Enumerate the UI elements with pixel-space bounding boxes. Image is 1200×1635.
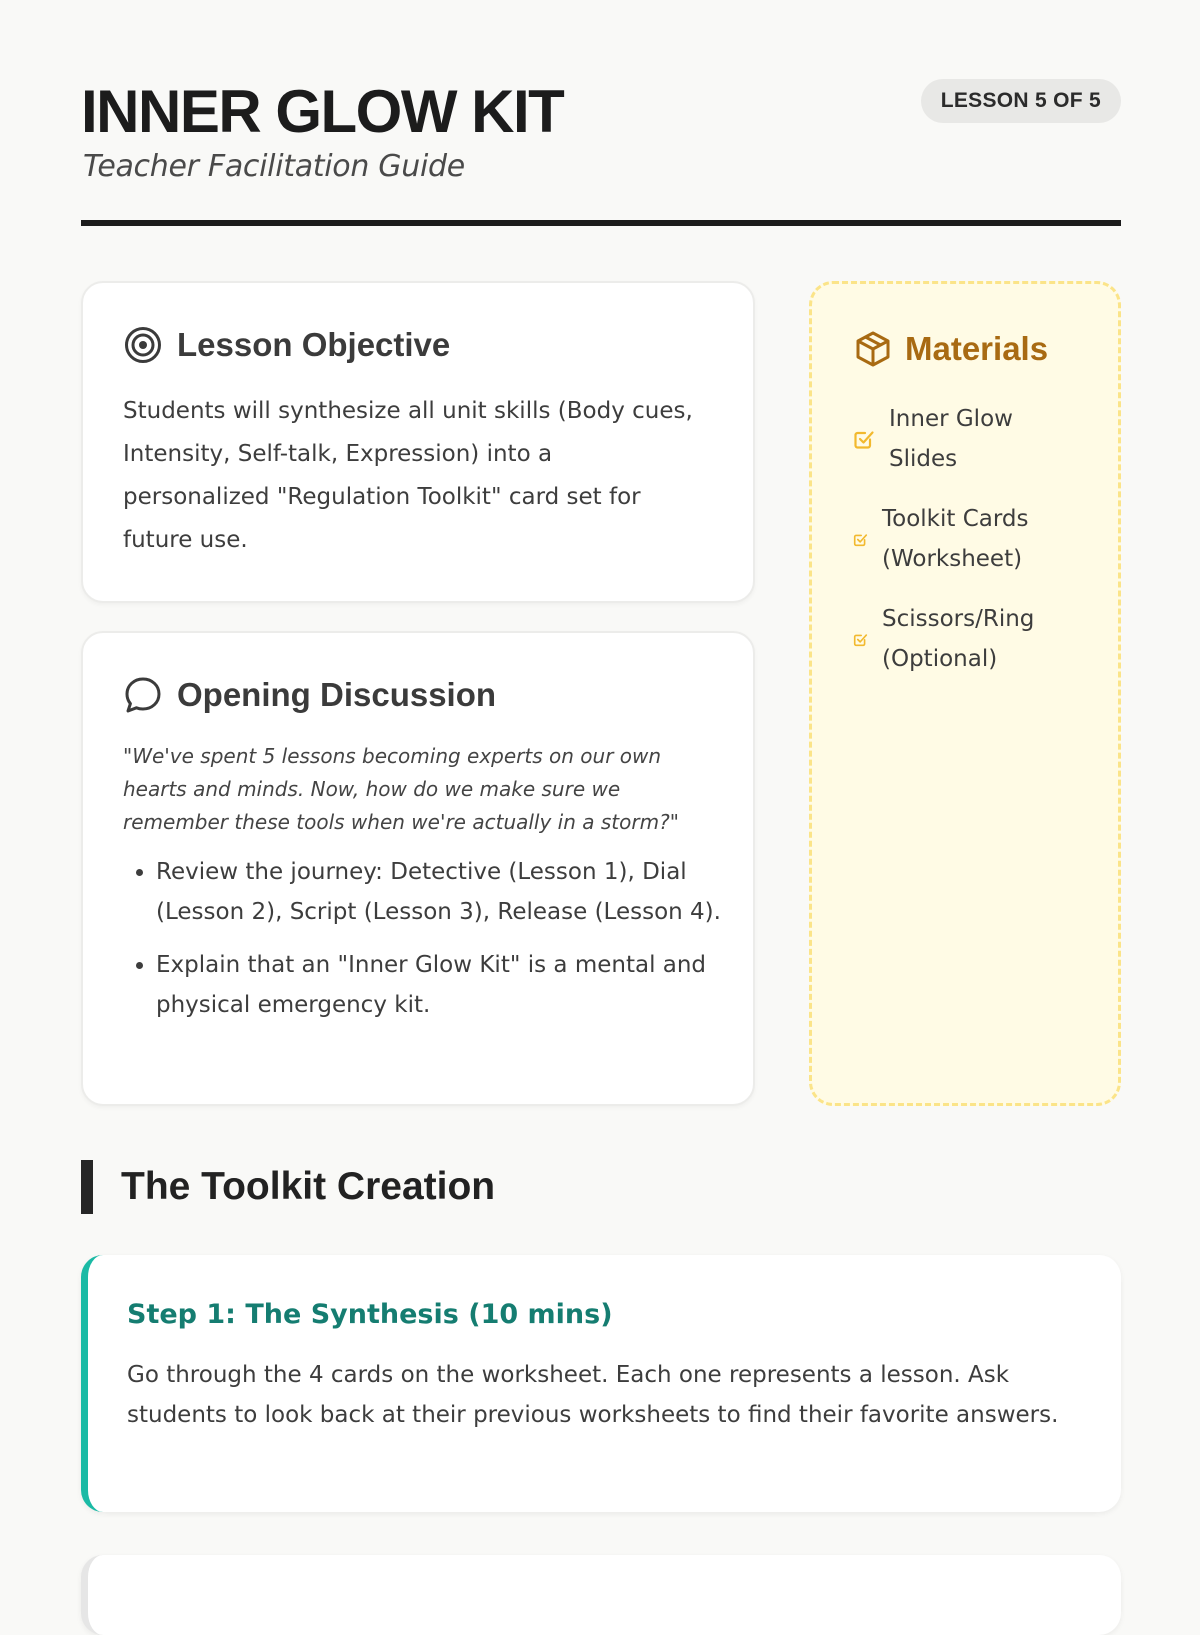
header-divider: [81, 220, 1121, 226]
step-text: Go through the 4 cards on the worksheet. Each one represents a lesson. Ask students to look back at their previous worksheets to find their favorite answers.: [127, 1362, 1059, 1428]
discussion-points: [123, 852, 756, 1038]
materials-list: [853, 399, 1063, 699]
material-label: Scissors/Ring (Optional): [882, 606, 1035, 672]
page: [81, 0, 1121, 1428]
checkbox-icon: [853, 532, 868, 547]
list-item: [853, 599, 1063, 679]
discussion-card: [81, 631, 755, 1106]
discussion-heading: Opening Discussion: [177, 676, 497, 713]
target-icon: [123, 325, 163, 365]
material-label: Toolkit Cards (Worksheet): [882, 506, 1029, 572]
discussion-header: [123, 675, 496, 715]
lesson-badge: LESSON 5 OF 5: [921, 79, 1121, 123]
section-title: The Toolkit Creation: [121, 1165, 496, 1208]
page-title: INNER GLOW KIT: [81, 78, 564, 145]
objective-header: [123, 325, 450, 365]
materials-heading: Materials: [905, 330, 1049, 367]
objective-text: Students will synthesize all unit skills (Body cues, Intensity, Self-talk, Expression) into a personalized "Regulation Toolkit" card set for future use.: [123, 398, 693, 553]
checkbox-icon: [853, 428, 875, 450]
list-item: [853, 399, 1053, 479]
package-icon: [853, 329, 893, 369]
section-heading: [81, 1160, 495, 1214]
page-subtitle: Teacher Facilitation Guide: [83, 149, 465, 184]
material-label: Inner Glow Slides: [889, 406, 1013, 472]
objective-heading: Lesson Objective: [177, 326, 451, 363]
discussion-quote: "We've spent 5 lessons becoming experts on our own hearts and minds. Now, how do we make sure we remember these tools when we're actually in a storm?": [123, 744, 679, 834]
header: [81, 0, 1121, 226]
list-item: • Explain that an "Inner Glow Kit" is a mental and physical emergency kit.: [156, 945, 756, 1025]
speech-bubble-icon: [123, 675, 163, 715]
objective-card: [81, 281, 755, 603]
list-item: [853, 499, 1053, 579]
step-card-next: [81, 1555, 1121, 1635]
checkbox-icon: [853, 632, 868, 647]
step-title: Step 1: The Synthesis (10 mins): [127, 1299, 613, 1330]
materials-header: [853, 329, 1048, 369]
step-card: [81, 1255, 1121, 1512]
materials-panel: [809, 281, 1121, 1106]
list-item: • Review the journey: Detective (Lesson 1), Dial (Lesson 2), Script (Lesson 3), Release (Lesson 4).: [156, 852, 756, 932]
section-accent-bar: [81, 1160, 93, 1214]
